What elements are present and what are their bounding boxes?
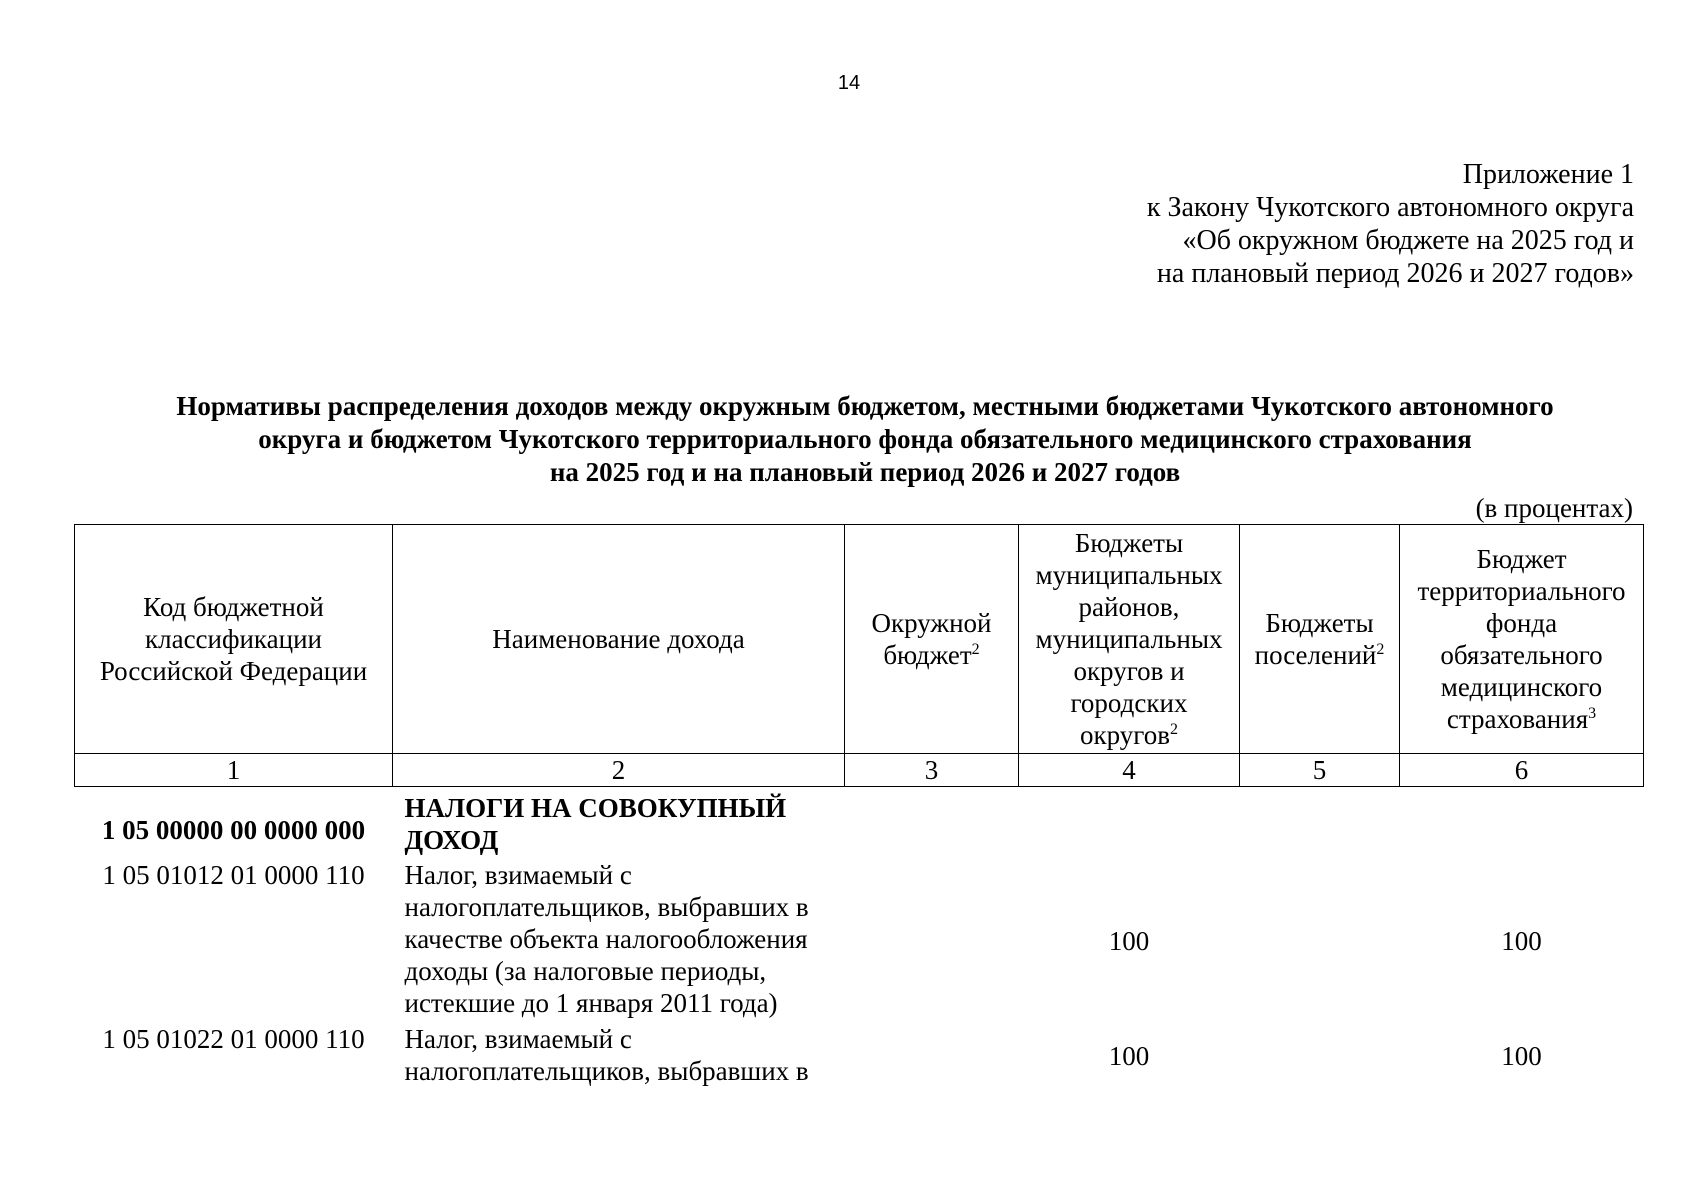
revenue-name: Налог, взимаемый с налогоплательщиков, выбравших в качестве объекта налогообложения доходы (за налоговые периоды, истекшие до 1 января 2011 года) xyxy=(404,859,809,1018)
value-settlement xyxy=(1240,787,1400,859)
column-number: 2 xyxy=(393,754,845,787)
value-settlement xyxy=(1240,1023,1400,1089)
units-note: (в процентах) xyxy=(1475,493,1633,523)
title-line: на 2025 год и на плановый период 2026 и 2027 годов xyxy=(549,457,1181,487)
header-settlement-budgets: Бюджеты поселений$^2$ xyxy=(1240,525,1400,754)
revenue-name: Налог, взимаемый с налогоплательщиков, выбравших в xyxy=(404,1023,809,1086)
column-number: 5 xyxy=(1240,754,1400,787)
value-health-fund: 100 xyxy=(1501,925,1542,956)
appendix-reference xyxy=(1147,158,1634,290)
table-row xyxy=(75,1023,1644,1089)
header-name: Наименование дохода xyxy=(393,525,845,754)
appendix-line: «Об окружном бюджете на 2025 год и xyxy=(1182,225,1634,256)
header-health-fund-budget: Бюджет территориального фонда обязательного медицинского страхования$^3$ xyxy=(1400,525,1644,754)
revenue-code: 1 05 00000 00 0000 000 xyxy=(101,814,366,845)
column-number: 3 xyxy=(845,754,1019,787)
value-district xyxy=(845,787,1019,859)
revenue-code: 1 05 01022 01 0000 110 xyxy=(102,1023,365,1054)
title-line: округа и бюджетом Чукотского территориального фонда обязательного медицинского страхования xyxy=(258,424,1472,454)
value-settlement xyxy=(1240,859,1400,1023)
revenue-name: НАЛОГИ НА СОВОКУПНЫЙ ДОХОД xyxy=(404,793,787,855)
header-district-budget: Окружной бюджет$^2$ xyxy=(845,525,1019,754)
value-health-fund: 100 xyxy=(1501,1040,1542,1071)
appendix-line: Приложение 1 xyxy=(1462,159,1634,190)
page-number: 14 xyxy=(837,72,861,94)
header-municipal-budgets: Бюджеты муниципальных районов, муниципальных округов и городских округов$^2$ xyxy=(1019,525,1240,754)
footnote-mark: 2 xyxy=(1169,721,1178,738)
value-district xyxy=(845,859,1019,1023)
column-number: 4 xyxy=(1019,754,1240,787)
value-district xyxy=(845,1023,1019,1089)
column-number: 6 xyxy=(1400,754,1644,787)
column-number-row xyxy=(75,754,1644,787)
header-row xyxy=(75,525,1644,754)
footnote-mark: 2 xyxy=(971,641,980,658)
title-line: Нормативы распределения доходов между окружным бюджетом, местными бюджетами Чукотского автономного xyxy=(176,391,1554,421)
appendix-line: на плановый период 2026 и 2027 годов» xyxy=(1156,258,1634,289)
table-row xyxy=(75,787,1644,859)
header-code: Код бюджетной классификации Российской Федерации xyxy=(75,525,393,754)
revenue-code: 1 05 01012 01 0000 110 xyxy=(102,859,365,890)
footnote-mark: 2 xyxy=(1376,641,1385,658)
value-municipal: 100 xyxy=(1108,1040,1150,1071)
footnote-mark: 3 xyxy=(1588,705,1597,722)
column-number: 1 xyxy=(75,754,393,787)
document-title xyxy=(70,390,1660,489)
table-row xyxy=(75,859,1644,1023)
appendix-line: к Закону Чукотского автономного округа xyxy=(1146,192,1634,223)
revenue-norms-table xyxy=(74,524,1644,1089)
value-municipal xyxy=(1019,787,1240,859)
value-health-fund xyxy=(1400,787,1644,859)
value-municipal: 100 xyxy=(1108,925,1150,956)
